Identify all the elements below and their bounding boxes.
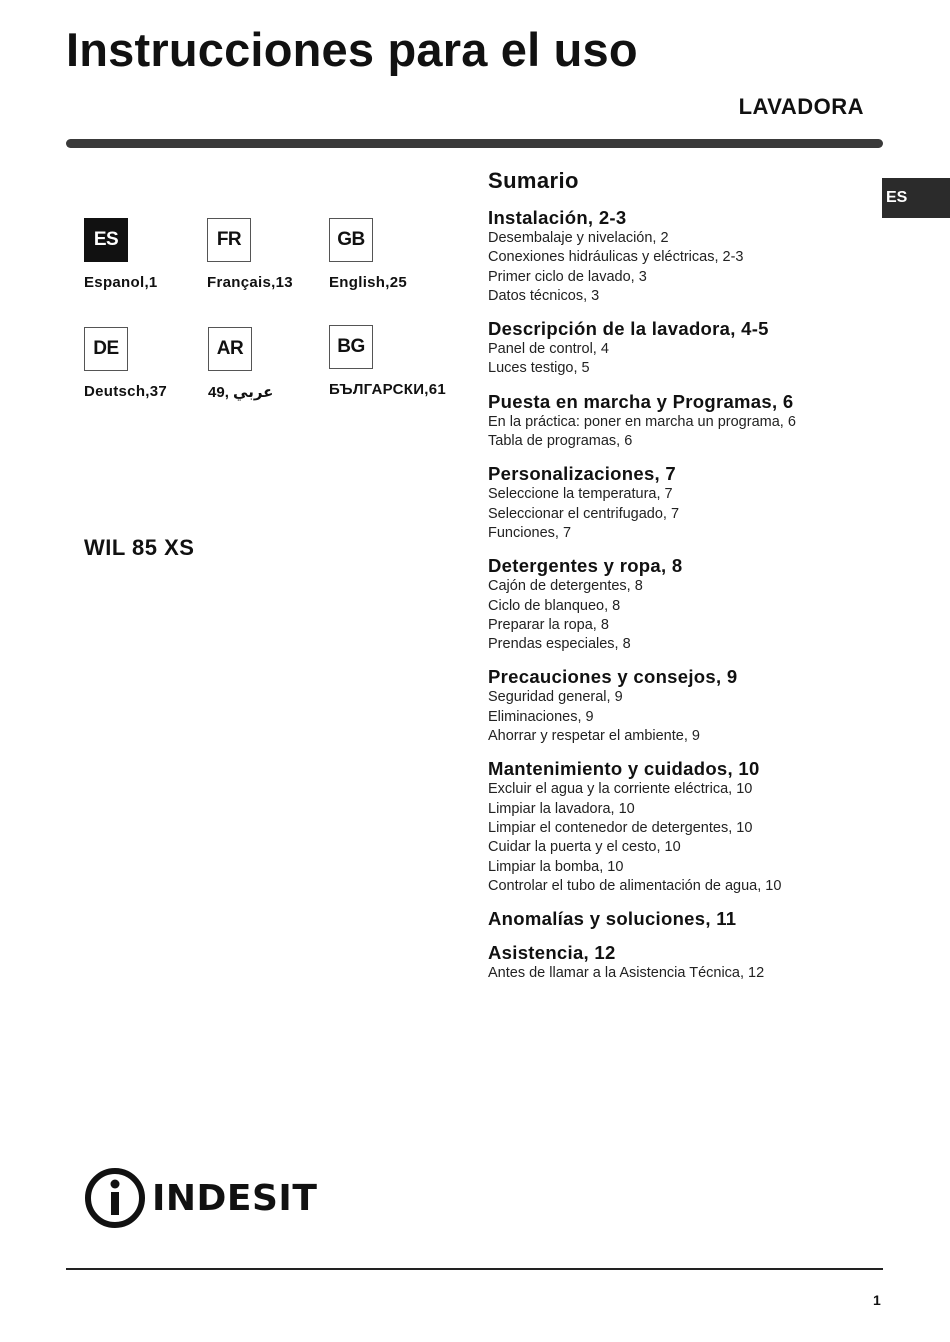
toc-section-heading: Asistencia, 12 xyxy=(488,942,616,964)
document-title: Instrucciones para el uso xyxy=(66,23,638,76)
language-de xyxy=(84,327,209,400)
toc-item: Funciones, 7 xyxy=(488,524,572,541)
toc-item: Seleccionar el centrifugado, 7 xyxy=(488,505,680,522)
toc-section-heading: Instalación, 2-3 xyxy=(488,207,627,228)
language-side-tab: ES xyxy=(882,178,950,218)
toc-sections xyxy=(488,206,868,983)
model-number: WIL 85 XS xyxy=(84,535,195,560)
language-label: БЪЛГАРСКИ,61 xyxy=(329,381,447,398)
language-code-box: BG xyxy=(329,325,373,369)
language-gb xyxy=(329,218,454,291)
language-label: Espanol,1 xyxy=(84,274,158,291)
header-divider xyxy=(66,139,883,148)
toc-item: Preparar la ropa, 8 xyxy=(488,616,609,633)
language-code-box: DE xyxy=(84,327,128,371)
language-fr xyxy=(207,218,332,291)
toc-section xyxy=(488,390,868,452)
toc-item: Limpiar la bomba, 10 xyxy=(488,858,624,875)
toc-item: Prendas especiales, 8 xyxy=(488,636,631,653)
footer-divider xyxy=(66,1268,883,1270)
toc-item: Cuidar la puerta y el cesto, 10 xyxy=(488,839,681,856)
toc-section xyxy=(488,462,868,543)
toc-section xyxy=(488,206,868,306)
language-es xyxy=(84,218,209,291)
language-label: English,25 xyxy=(329,274,408,291)
brand-name: INDESIT xyxy=(152,1177,318,1219)
language-code-box: ES xyxy=(84,218,128,262)
toc-item: Ahorrar y respetar el ambiente, 9 xyxy=(488,728,700,745)
toc-section xyxy=(488,665,868,746)
toc-item: Limpiar la lavadora, 10 xyxy=(488,800,635,817)
toc-item: Desembalaje y nivelación, 2 xyxy=(488,230,669,246)
toc-item: Eliminaciones, 9 xyxy=(488,708,594,725)
document-subtitle: LAVADORA xyxy=(738,94,864,119)
toc-section-heading: Personalizaciones, 7 xyxy=(488,463,677,485)
language-label: عربي ,49 xyxy=(208,384,274,401)
toc-item: Luces testigo, 5 xyxy=(488,360,590,377)
toc-section xyxy=(488,554,868,654)
brand-logo xyxy=(84,1166,317,1230)
language-ar xyxy=(208,327,333,401)
toc-section xyxy=(488,941,868,983)
toc-item: Excluir el agua y la corriente eléctrica, 10 xyxy=(488,781,753,798)
toc-item: Conexiones hidráulicas y eléctricas, 2-3 xyxy=(488,249,744,266)
toc-item: Cajón de detergentes, 8 xyxy=(488,578,643,595)
toc-section-heading: Mantenimiento y cuidados, 10 xyxy=(488,758,760,780)
indesit-logo-icon xyxy=(84,1167,146,1229)
toc-item: Seleccione la temperatura, 7 xyxy=(488,486,673,503)
toc-item: Ciclo de blanqueo, 8 xyxy=(488,597,621,614)
language-bg xyxy=(329,325,454,398)
toc-section-heading: Detergentes y ropa, 8 xyxy=(488,555,683,577)
toc-section-heading: Anomalías y soluciones, 11 xyxy=(488,908,737,930)
toc-section-heading: Descripción de la lavadora, 4-5 xyxy=(488,318,769,340)
language-code-box: FR xyxy=(207,218,251,262)
language-label: Français,13 xyxy=(207,274,293,291)
toc-item: Datos técnicos, 3 xyxy=(488,287,600,304)
toc-section xyxy=(488,317,868,379)
toc-title: Sumario xyxy=(488,168,579,193)
toc-section xyxy=(488,907,868,930)
toc-item: Primer ciclo de lavado, 3 xyxy=(488,268,647,285)
page-number: 1 xyxy=(873,1292,881,1308)
toc-item: Panel de control, 4 xyxy=(488,341,609,358)
language-code-box: AR xyxy=(208,327,252,371)
toc-item: Seguridad general, 9 xyxy=(488,689,623,706)
toc-item: Tabla de programas, 6 xyxy=(488,433,633,450)
toc-item: En la práctica: poner en marcha un programa, 6 xyxy=(488,413,796,430)
toc-section xyxy=(488,757,868,896)
toc-section-heading: Puesta en marcha y Programas, 6 xyxy=(488,390,794,412)
toc-section-heading: Precauciones y consejos, 9 xyxy=(488,666,738,688)
language-code-box: GB xyxy=(329,218,373,262)
language-label: Deutsch,37 xyxy=(84,383,168,400)
table-of-contents xyxy=(488,168,868,994)
toc-item: Controlar el tubo de alimentación de agua, 10 xyxy=(488,877,782,894)
toc-item: Antes de llamar a la Asistencia Técnica, 12 xyxy=(488,965,765,982)
toc-item: Limpiar el contenedor de detergentes, 10 xyxy=(488,819,753,836)
